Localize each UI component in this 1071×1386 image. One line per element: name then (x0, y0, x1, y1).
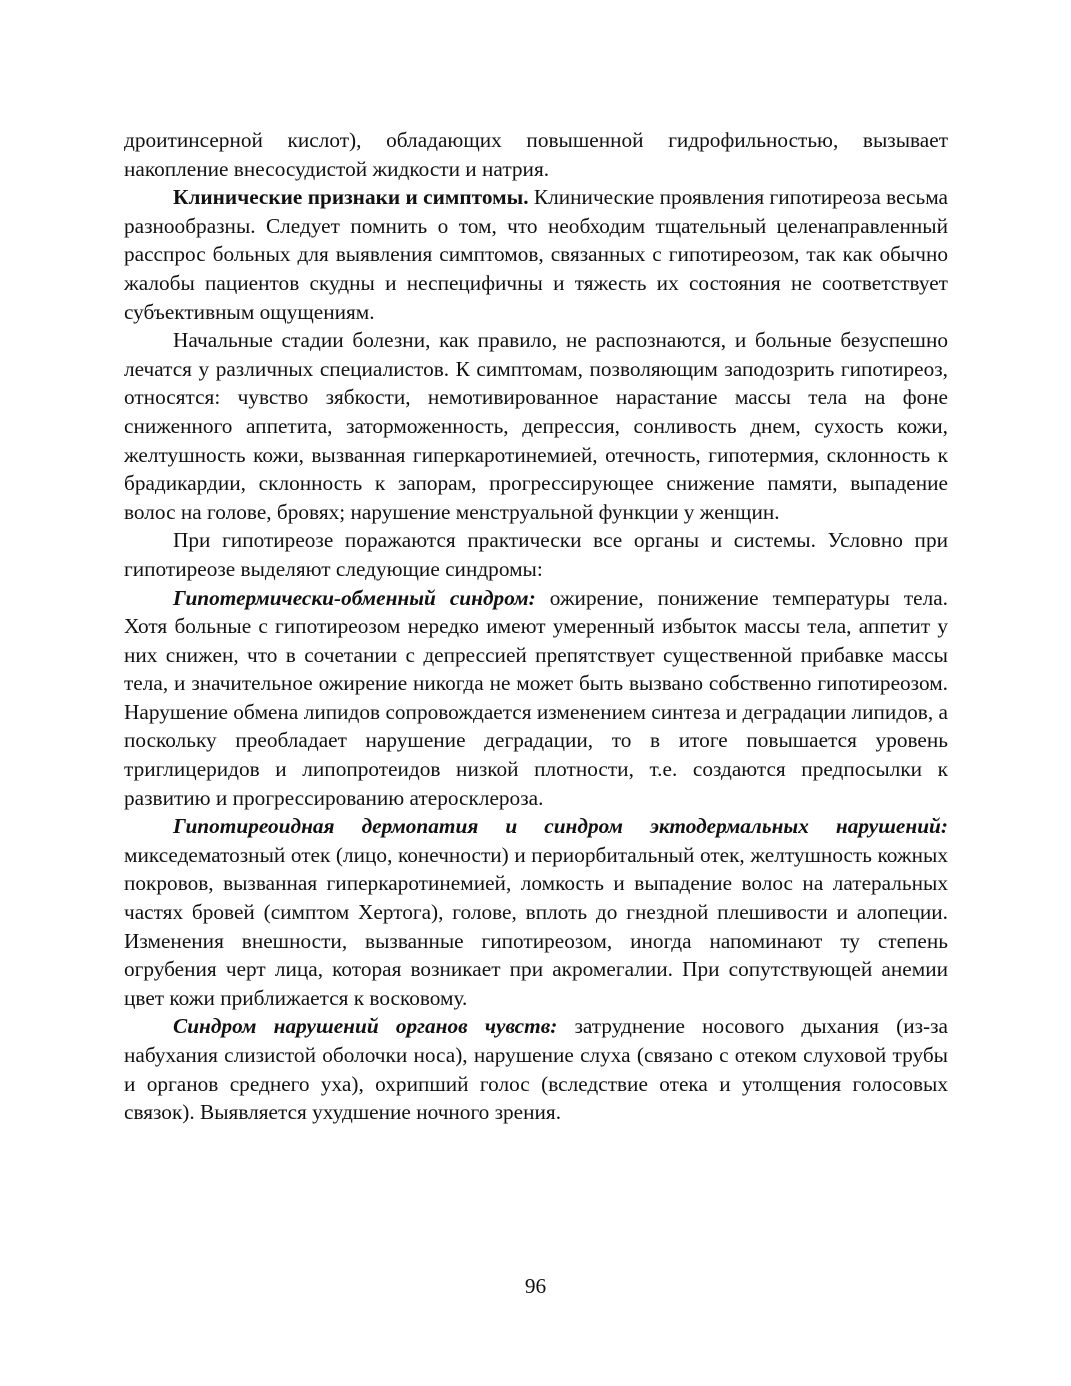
page-body (124, 126, 948, 1127)
page-number: 96 (524, 1274, 547, 1298)
paragraph-heading: Клинические признаки и симптомы. (173, 185, 529, 210)
paragraph-sensory-syndrome (124, 1012, 948, 1126)
paragraph-heading: Гипотермически-обменный синдром: (173, 585, 536, 610)
paragraph-heading: Гипотиреоидная дермопатия и синдром эктодермальных нарушений: (173, 814, 948, 839)
paragraph-clinical-signs (124, 183, 948, 326)
paragraph-hypothermic-syndrome (124, 584, 948, 813)
paragraph-text: Клинические проявления гипотиреоза весьма разнообразны. Следует помнить о том, что необходим тщательный целенаправленный расспрос больных для выявления симптомов, связанных с гипотиреозом, так как обычно жалобы пациентов скудны и неспецифичны и тяжесть их состояния не соответствует субъективным ощущениям. (124, 185, 948, 324)
paragraph-syndromes-intro (124, 526, 948, 583)
paragraph-initial-stages (124, 326, 948, 526)
paragraph-text: затруднение носового дыхания (из-за набухания слизистой оболочки носа), нарушение слуха (связано с отеком слуховой трубы и органов среднего уха), охрипший голос (вследствие отека и утолщения голосовых связок). Выявляется ухудшение ночного зрения. (124, 1014, 948, 1125)
paragraph-text: микседематозный отек (лицо, конечности) и периорбитальный отек, желтушность кожных покровов, вызванная гиперкаротинемией, ломкость и выпадение волос на латеральных частях бровей (симптом Хертога), голове, вплоть до гнездной плешивости и алопеции. Изменения внешности, вызванные гипотиреозом, иногда напоминают ту степень огрубения черт лица, которая возникает при акромегалии. При сопутствующей анемии цвет кожи приближается к восковому. (124, 842, 948, 1010)
paragraph-continuation (124, 126, 948, 183)
paragraph-dermopathy-syndrome (124, 812, 948, 1012)
paragraph-text: При гипотиреозе поражаются практически все органы и системы. Условно при гипотиреозе выделяют следующие синдромы: (124, 528, 948, 581)
paragraph-heading: Синдром нарушений органов чувств: (173, 1014, 558, 1039)
paragraph-text: дроитинсерной кислот), обладающих повышенной гидрофильностью, вызывает накопление внесосудистой жидкости и натрия. (124, 128, 948, 181)
paragraph-text: ожирение, понижение температуры тела. Хотя больные с гипотиреозом нередко имеют умеренный избыток массы тела, аппетит у них снижен, что в сочетании с депрессией препятствует существенной прибавке массы тела, и значительное ожирение никогда не может быть вызвано собственно гипотиреозом. Нарушение обмена липидов сопровождается изменением синтеза и деградации липидов, а поскольку преобладает нарушение деградации, то в итоге повышается уровень триглицеридов и липопротеидов низкой плотности, т.е. создаются предпосылки к развитию и прогрессированию атеросклероза. (124, 585, 948, 810)
paragraph-text: Начальные стадии болезни, как правило, не распознаются, и больные безуспешно лечатся у различных специалистов. К симптомам, позволяющим заподозрить гипотиреоз, относятся: чувство зябкости, немотивированное нарастание массы тела на фоне сниженного аппетита, заторможенность, депрессия, сонливость днем, сухость кожи, желтушность кожи, вызванная гиперкаротинемией, отечность, гипотермия, склонность к брадикардии, склонность к запорам, прогрессирующее снижение памяти, выпадение волос на голове, бровях; нарушение менструальной функции у женщин. (124, 328, 948, 524)
